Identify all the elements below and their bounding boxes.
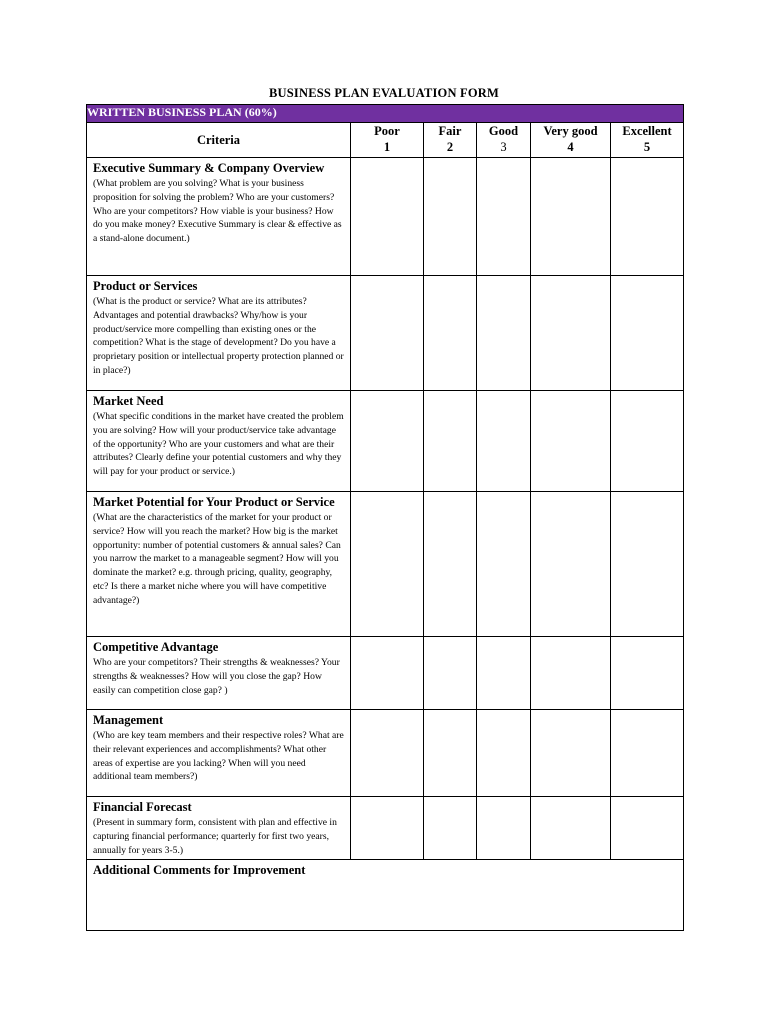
criteria-cell xyxy=(87,158,351,276)
score-cell-poor[interactable] xyxy=(351,797,424,860)
score-cell-very-good[interactable] xyxy=(531,391,611,492)
rating-label: Excellent xyxy=(622,124,672,138)
score-cell-excellent[interactable] xyxy=(611,158,684,276)
score-cell-excellent[interactable] xyxy=(611,637,684,710)
score-cell-poor[interactable] xyxy=(351,391,424,492)
score-cell-very-good[interactable] xyxy=(531,797,611,860)
criteria-row-product-services xyxy=(87,276,684,391)
criteria-cell xyxy=(87,710,351,797)
rating-label: Very good xyxy=(543,124,598,138)
criteria-description: Who are your competitors? Their strengths & weaknesses? Your strengths & weaknesses? How will you close the gap? How easily can competition close gap? ) xyxy=(93,657,340,696)
score-cell-fair[interactable] xyxy=(424,276,477,391)
score-cell-excellent[interactable] xyxy=(611,797,684,860)
comments-label: Additional Comments for Improvement xyxy=(93,863,306,878)
score-cell-good[interactable] xyxy=(477,710,531,797)
score-cell-good[interactable] xyxy=(477,276,531,391)
criteria-title: Product or Services xyxy=(93,279,198,293)
criteria-title: Financial Forecast xyxy=(93,800,192,814)
table-header-row xyxy=(87,123,684,158)
score-cell-poor[interactable] xyxy=(351,276,424,391)
rating-header-very-good xyxy=(531,123,611,158)
criteria-cell xyxy=(87,797,351,860)
criteria-description: (Who are key team members and their respective roles? What are their relevant experiences and accomplishments? What other areas of expertise are you lacking? When will you need additional team members?) xyxy=(93,730,344,783)
rating-header-fair xyxy=(424,123,477,158)
criteria-description: (What are the characteristics of the market for your product or service? How will you reach the market? How big is the market opportunity: number of potential customers & annual sales? Can you narrow the market to a manageable segment? How will you dominate the market? e.g. through pricing, quality, geography, etc? Is there a market niche where you will have competitive advantage?) xyxy=(93,512,341,606)
criteria-title: Executive Summary & Company Overview xyxy=(93,161,325,175)
score-cell-good[interactable] xyxy=(477,797,531,860)
form-title: BUSINESS PLAN EVALUATION FORM xyxy=(268,86,500,100)
score-cell-very-good[interactable] xyxy=(531,710,611,797)
criteria-row-market-need xyxy=(87,391,684,492)
comments-row xyxy=(87,860,684,931)
criteria-title: Market Need xyxy=(93,394,164,408)
score-cell-excellent[interactable] xyxy=(611,710,684,797)
criteria-row-market-potential xyxy=(87,492,684,637)
score-cell-good[interactable] xyxy=(477,637,531,710)
score-cell-very-good[interactable] xyxy=(531,158,611,276)
evaluation-table xyxy=(86,104,684,931)
score-cell-good[interactable] xyxy=(477,158,531,276)
rating-value: 5 xyxy=(643,140,651,154)
score-cell-fair[interactable] xyxy=(424,391,477,492)
criteria-row-management xyxy=(87,710,684,797)
score-cell-fair[interactable] xyxy=(424,492,477,637)
score-cell-poor[interactable] xyxy=(351,158,424,276)
criteria-title: Management xyxy=(93,713,164,727)
section-banner: WRITTEN BUSINESS PLAN (60%) xyxy=(87,105,684,123)
criteria-row-financial-forecast xyxy=(87,797,684,860)
rating-header-excellent xyxy=(611,123,684,158)
criteria-description: (Present in summary form, consistent with plan and effective in capturing financial performance; quarterly for first two years, annually for years 3-5.) xyxy=(93,817,337,856)
rating-value: 1 xyxy=(383,140,391,154)
criteria-description: (What problem are you solving? What is your business proposition for solving the problem? Who are your customers? Who are your competitors? How viable is your business? How do you make money? Executive Summary is clear & effective as a stand-alone document.) xyxy=(93,178,342,245)
criteria-description: (What is the product or service? What are its attributes? Advantages and potential drawbacks? Why/how is your product/service more compelling than existing ones or the competition? What is the stage of development? Do you have a proprietary position or intellectual property protection planned or in place?) xyxy=(93,296,344,376)
criteria-description: (What specific conditions in the market have created the problem you are solving? How will your product/service take advantage of the opportunity? Who are your customers and what are their attributes? Clearly define your potential customers and why they will pay for your product or service.) xyxy=(93,411,344,478)
rating-label: Fair xyxy=(438,124,462,138)
score-cell-fair[interactable] xyxy=(424,158,477,276)
score-cell-poor[interactable] xyxy=(351,637,424,710)
criteria-header: Criteria xyxy=(87,123,351,158)
criteria-cell xyxy=(87,637,351,710)
score-cell-fair[interactable] xyxy=(424,710,477,797)
score-cell-fair[interactable] xyxy=(424,797,477,860)
score-cell-good[interactable] xyxy=(477,391,531,492)
criteria-cell xyxy=(87,391,351,492)
rating-header-good xyxy=(477,123,531,158)
score-cell-very-good[interactable] xyxy=(531,492,611,637)
section-banner-row xyxy=(87,105,684,123)
criteria-row-executive-summary xyxy=(87,158,684,276)
comments-box[interactable] xyxy=(87,860,684,931)
score-cell-very-good[interactable] xyxy=(531,276,611,391)
criteria-cell xyxy=(87,492,351,637)
rating-label: Poor xyxy=(374,124,400,138)
score-cell-poor[interactable] xyxy=(351,710,424,797)
rating-header-poor xyxy=(351,123,424,158)
rating-value: 4 xyxy=(567,140,574,154)
score-cell-excellent[interactable] xyxy=(611,276,684,391)
criteria-row-competitive-advantage xyxy=(87,637,684,710)
criteria-title: Market Potential for Your Product or Service xyxy=(93,495,335,509)
score-cell-poor[interactable] xyxy=(351,492,424,637)
score-cell-fair[interactable] xyxy=(424,637,477,710)
score-cell-very-good[interactable] xyxy=(531,637,611,710)
criteria-cell xyxy=(87,276,351,391)
rating-value: 2 xyxy=(446,140,454,154)
rating-label: Good xyxy=(488,124,519,138)
score-cell-excellent[interactable] xyxy=(611,492,684,637)
rating-value: 3 xyxy=(500,140,507,154)
score-cell-excellent[interactable] xyxy=(611,391,684,492)
score-cell-good[interactable] xyxy=(477,492,531,637)
criteria-title: Competitive Advantage xyxy=(93,640,219,654)
